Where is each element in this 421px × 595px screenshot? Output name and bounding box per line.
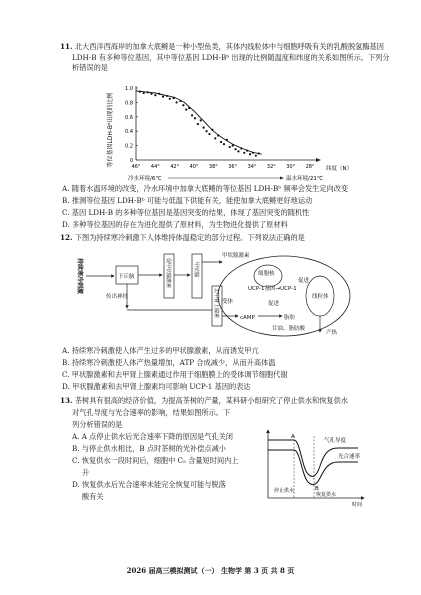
q11-option-b[interactable]: B. 推测等位基因 LDH-Bᵇ 可能与低温下供能有关，能使加拿大底鳉更好地运动 [62, 196, 313, 205]
page-footer: 2026 届高三模拟测试（一） 生物学 第 3 页 共 8 页 [126, 566, 295, 575]
q11-chart-x-arrow [316, 158, 321, 162]
q11-chart-y-tick-label: 1.0 [125, 86, 133, 92]
q11-option-d[interactable]: D. 多种等位基因的存在为进化提供了原材料，为生物进化提供了原材料 [62, 220, 288, 229]
q11-chart-temp-arrowhead [280, 177, 284, 180]
q11-stem-text: 北大西洋西海岸的加拿大底鳉是一种小型鱼类，其体内线粒体中与细胞呼吸有关的乳酸脱氢酶基因 LDH-B 有多种等位基因，其中等位基因 LDH-Bᵇ 出现的比例随温度和纬度的关系如图所示。下列分析错误的是 [72, 42, 390, 72]
q11-chart-point [200, 119, 202, 121]
q13-option-b[interactable]: B. 与停止供水相比，B 点时茶树的光补偿点减小 [72, 444, 226, 453]
q11-chart-xlabel: 纬度（N） [326, 166, 353, 172]
q11-chart-point [162, 96, 164, 98]
q12-camp: cAMP [240, 315, 255, 321]
q11-chart-point [191, 114, 193, 116]
q11-chart-point [234, 148, 236, 150]
q11-chart-y-tick-label: 0.2 [125, 143, 133, 150]
q12-norepinephrine: 去甲肾上腺素 [213, 288, 219, 319]
q11-chart-point [169, 98, 171, 100]
q13-chart-stop-label: 停止供水 [274, 488, 295, 494]
q13-option-c[interactable]: C. 恢复供水一段时间后，细胞中 C₅ 含量短时间内上 [72, 456, 239, 465]
q11-chart-point [203, 127, 205, 129]
q12-stimulus: 持续寒冷刺激 [76, 258, 83, 295]
q12-thyroid-hormone: 甲状腺激素 [222, 253, 250, 259]
q11-chart-x-tick-label: 32° [266, 164, 276, 170]
q12-option-d[interactable]: D. 甲状腺激素和去甲肾上腺素均可影响 UCP-1 基因的表达 [62, 382, 251, 391]
q11-option-c[interactable]: C. 基因 LDH-B 的多种等位基因是基因突变的结果，体现了基因突变的随机性 [62, 208, 310, 217]
q13-chart-gs-label: 气孔导度 [324, 438, 347, 444]
q12-gene: UCP-1基因→UCP-1 [248, 286, 297, 292]
q11-chart-point [243, 152, 245, 154]
q13-chart [258, 426, 370, 508]
q11-chart-x-tick-label: 46° [131, 164, 141, 170]
q11-chart-point [255, 155, 257, 157]
q12-stem-text: 下图为持续寒冷刺激下人体维持体温稳定的部分过程。下列说法正确的是 [74, 233, 305, 242]
q11-stem [60, 42, 394, 74]
q11-chart-point [176, 101, 178, 103]
q11-chart-y-tick-label: 0.6 [125, 114, 133, 121]
q13-option-c-cont: 升 [82, 468, 90, 477]
q11-chart-y-tick-label: 0.4 [125, 129, 133, 136]
q11-chart-cold-label: 冷水环境/6℃ [128, 176, 162, 182]
q12-option-b[interactable]: B. 持续寒冷刺激使人体产热量增加，ATP 合成减少，从而升高体温 [62, 358, 276, 367]
q11-chart-trend-curve [136, 91, 262, 154]
q12-number: 12. [60, 233, 73, 242]
q13-option-a[interactable]: A. A 点停止供水后光合速率下降的原因是气孔关闭 [72, 432, 233, 441]
q12-receptor: 受体 [222, 299, 234, 305]
q13-stem-line-3: 列分析错误的是 [72, 420, 123, 429]
q13-number: 13. [60, 396, 73, 405]
q11-chart-point [229, 146, 231, 148]
q11-chart-ylabel: 等位基因LDH-Bᵇ出现的比例 [107, 92, 114, 168]
q13-stem-line-1 [60, 396, 348, 405]
q13-stem-line-2: 对气孔导度与光合速率的影响，结果如图所示。下 [72, 408, 231, 417]
q12-pituitary-hormone: 促甲状腺激素 [165, 258, 171, 289]
q13-chart-point-b: B [315, 486, 319, 492]
q13-chart-resume-label: 恢复供水 [316, 492, 337, 498]
q12-hypothalamus: 下丘脑 [118, 274, 135, 280]
q12-option-c[interactable]: C. 甲状腺激素和去甲肾上腺素通过作用于细胞膜上的受体调节细胞代谢 [62, 370, 288, 379]
q11-chart-point [214, 137, 216, 139]
q11-chart-point [249, 153, 251, 155]
q12-option-a[interactable]: A. 持续寒冷刺激使人体产生过多的甲状腺激素，从而诱发甲亢 [62, 346, 259, 355]
q12-fat: 甘油、脂肪酸 [272, 326, 306, 332]
q13-chart-ps-label: 光合速率 [338, 454, 361, 460]
q12-stem [60, 233, 382, 244]
q12-promote2: 促进 [298, 278, 310, 284]
q11-chart-warm-label: 温水环境/21℃ [286, 176, 324, 182]
q11-chart-point [154, 94, 156, 96]
q11-chart-point [220, 141, 222, 143]
q12-lipase: 脂肪 [284, 315, 296, 321]
q11-chart-point [223, 143, 225, 145]
q12-cell [218, 256, 350, 336]
q13-option-d-cont: 酸有关 [82, 492, 104, 501]
q13-stem-text-1: 茶树具有很高的经济价值，为提高茶树的产量，某科研小组研究了停止供水和恢复供水 [74, 396, 348, 405]
q11-chart-point [208, 133, 210, 135]
q11-chart [104, 82, 353, 182]
q11-chart-point [194, 117, 196, 119]
q12-promote: 促进 [268, 301, 280, 307]
q11-chart-x-tick-label: 40° [189, 164, 199, 170]
q11-chart-x-tick-label: 34° [247, 164, 257, 170]
q13-chart-point-a: A [291, 434, 295, 440]
q11-chart-point [197, 123, 199, 125]
q12-heat: 产热 [326, 330, 338, 336]
q12-diagram [72, 248, 352, 340]
q12-nerve: 传出神经 [106, 294, 129, 300]
q12-nucleus: 细胞核 [258, 271, 275, 277]
q11-chart-x-tick-label: 36° [228, 164, 238, 170]
q11-option-a[interactable]: A. 随着水温环境的改变，冷水环境中加拿大底鳉的等位基因 LDH-Bᵇ 频率会发生定向改变 [62, 184, 349, 193]
q11-chart-point [205, 130, 207, 132]
q12-mito: 线粒体 [312, 294, 329, 300]
q11-chart-x-tick-label: 30° [286, 164, 296, 170]
q11-chart-y-tick-label: 0 [129, 158, 133, 164]
q11-chart-x-tick-label: 44° [150, 164, 160, 170]
q11-chart-y-tick-label: 0.8 [125, 100, 133, 107]
q11-chart-x-tick-label: 28° [305, 164, 315, 170]
q11-chart-x-tick-label: 42° [170, 164, 180, 170]
q13-chart-xlabel: 时间 [352, 502, 363, 508]
q11-chart-point [185, 109, 187, 111]
q11-chart-x-tick-label: 38° [208, 164, 218, 170]
q11-chart-point [237, 150, 239, 152]
q12-thyroid: 甲状腺 [193, 262, 199, 278]
q13-option-d[interactable]: D. 恢复供水后光合速率未能完全恢复可能与脱落 [72, 480, 226, 489]
q11-chart-point [182, 104, 184, 106]
q11-number: 11. [60, 42, 73, 51]
